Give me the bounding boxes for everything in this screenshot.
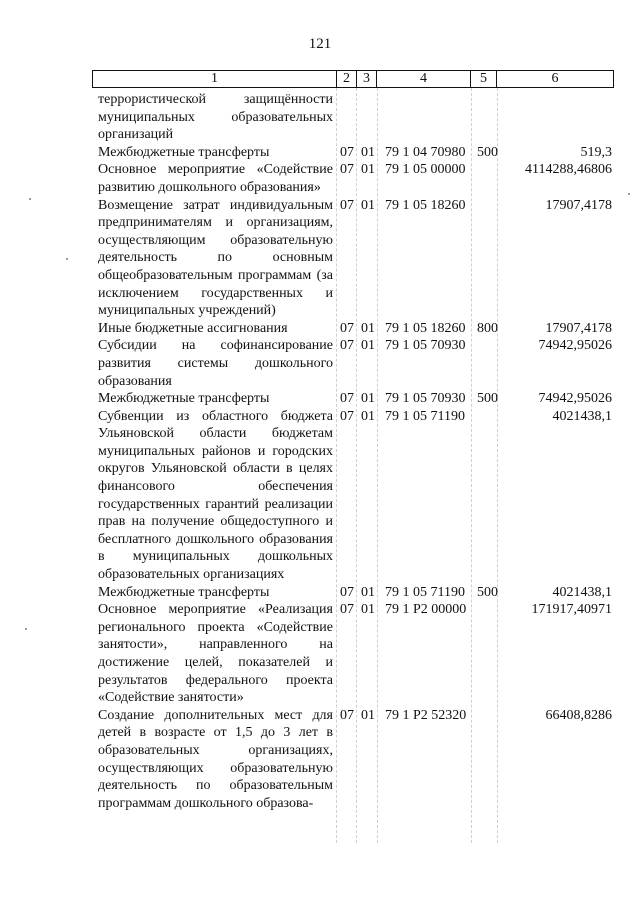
row-subsection: 01 [361, 391, 375, 407]
row-amount: 4114288,46806 [525, 162, 612, 178]
row-subsection: 01 [361, 408, 375, 424]
table-header [92, 70, 614, 88]
row-expense-type: 800 [477, 320, 498, 336]
table-row [0, 707, 640, 813]
row-subsection: 01 [361, 197, 375, 213]
row-name: Субвенции из областного бюджета Ульяновской области бюджетам муниципальных районов и городских округов Ульяновской области в целях финансового обеспечения государственных гарантий реализации прав на получение общедоступного и бесплатного дошкольного образования в муниципальных дошкольных образовательных организациях [98, 408, 333, 583]
row-target-code: 79 1 05 18260 [385, 197, 466, 213]
scan-speck [29, 198, 31, 200]
row-target-code: 79 1 05 00000 [385, 162, 466, 178]
row-subsection: 01 [361, 584, 375, 600]
row-target-code: 79 1 05 71190 [385, 408, 465, 424]
row-expense-type: 500 [477, 391, 498, 407]
row-target-code: 79 1 05 70930 [385, 391, 466, 407]
row-name: Основное мероприятие «Содействие развитию дошкольного образования» [98, 162, 333, 195]
scan-speck [25, 628, 27, 630]
row-amount: 17907,4178 [545, 197, 612, 213]
table-row [0, 161, 640, 196]
column-header-4: 4 [377, 71, 471, 87]
row-target-code: 79 1 05 71190 [385, 584, 465, 600]
column-header-2: 2 [337, 71, 357, 87]
row-subsection: 01 [361, 602, 375, 618]
column-header-3: 3 [357, 71, 377, 87]
row-amount: 171917,40971 [531, 602, 612, 618]
scan-speck [628, 193, 630, 195]
row-subsection: 01 [361, 707, 375, 723]
row-name: террористической защищённости муниципальных образовательных организаций [98, 92, 333, 143]
row-amount: 4021438,1 [552, 408, 612, 424]
row-section: 07 [340, 584, 354, 600]
row-name: Возмещение затрат индивидуальным предпринимателям и организациям, осуществляющим образовательную деятельность по основным общеобразовательным программам (за исключением государственных и муниципальных учреждений) [98, 197, 333, 319]
row-target-code: 79 1 04 70980 [385, 144, 466, 160]
column-header-6: 6 [551, 71, 559, 86]
row-section: 07 [340, 162, 354, 178]
page-number: 121 [308, 36, 332, 52]
row-name: Субсидии на софинансирование развития системы дошкольного образования [98, 338, 333, 389]
table-row [0, 320, 640, 338]
column-header-5: 5 [471, 71, 497, 87]
row-amount: 519,3 [580, 144, 612, 160]
row-subsection: 01 [361, 320, 375, 336]
row-subsection: 01 [361, 338, 375, 354]
row-amount: 17907,4178 [545, 320, 612, 336]
table-row [0, 584, 640, 602]
row-section: 07 [340, 408, 354, 424]
table-row [0, 197, 640, 320]
row-amount: 74942,95026 [538, 338, 612, 354]
table-row [0, 144, 640, 162]
row-amount: 74942,95026 [538, 391, 612, 407]
row-section: 07 [340, 144, 354, 160]
table-row [0, 337, 640, 390]
table-body [0, 91, 640, 812]
row-section: 07 [340, 602, 354, 618]
row-name: Иные бюджетные ассигнования [98, 320, 288, 336]
row-target-code: 79 1 05 18260 [385, 320, 466, 336]
row-subsection: 01 [361, 162, 375, 178]
row-target-code: 79 1 05 70930 [385, 338, 466, 354]
row-amount: 4021438,1 [552, 584, 612, 600]
row-name: Межбюджетные трансферты [98, 584, 270, 600]
table-row [0, 408, 640, 584]
row-section: 07 [340, 338, 354, 354]
row-name: Основное мероприятие «Реализация регионального проекта «Содействие занятости», направленного на достижение целей, показателей и результатов федерального проекта «Содействие занятости» [98, 602, 333, 706]
row-name: Межбюджетные трансферты [98, 144, 270, 160]
row-section: 07 [340, 391, 354, 407]
row-section: 07 [340, 320, 354, 336]
row-section: 07 [340, 197, 354, 213]
row-expense-type: 500 [477, 144, 498, 160]
row-target-code: 79 1 P2 00000 [385, 602, 467, 618]
table-row [0, 91, 640, 144]
row-expense-type: 500 [477, 584, 498, 600]
table-row [0, 601, 640, 707]
row-name: Межбюджетные трансферты [98, 391, 270, 407]
row-section: 07 [340, 707, 354, 723]
row-amount: 66408,8286 [545, 707, 612, 723]
row-target-code: 79 1 P2 52320 [385, 707, 467, 723]
column-header-1: 1 [93, 71, 337, 87]
table-row [0, 390, 640, 408]
row-subsection: 01 [361, 144, 375, 160]
row-name: Создание дополнительных мест для детей в возрасте от 1,5 до 3 лет в образовательных организациях, осуществляющих образовательную деятельность по образовательным программам дошкольного образова- [98, 707, 333, 811]
scan-speck [66, 258, 68, 260]
